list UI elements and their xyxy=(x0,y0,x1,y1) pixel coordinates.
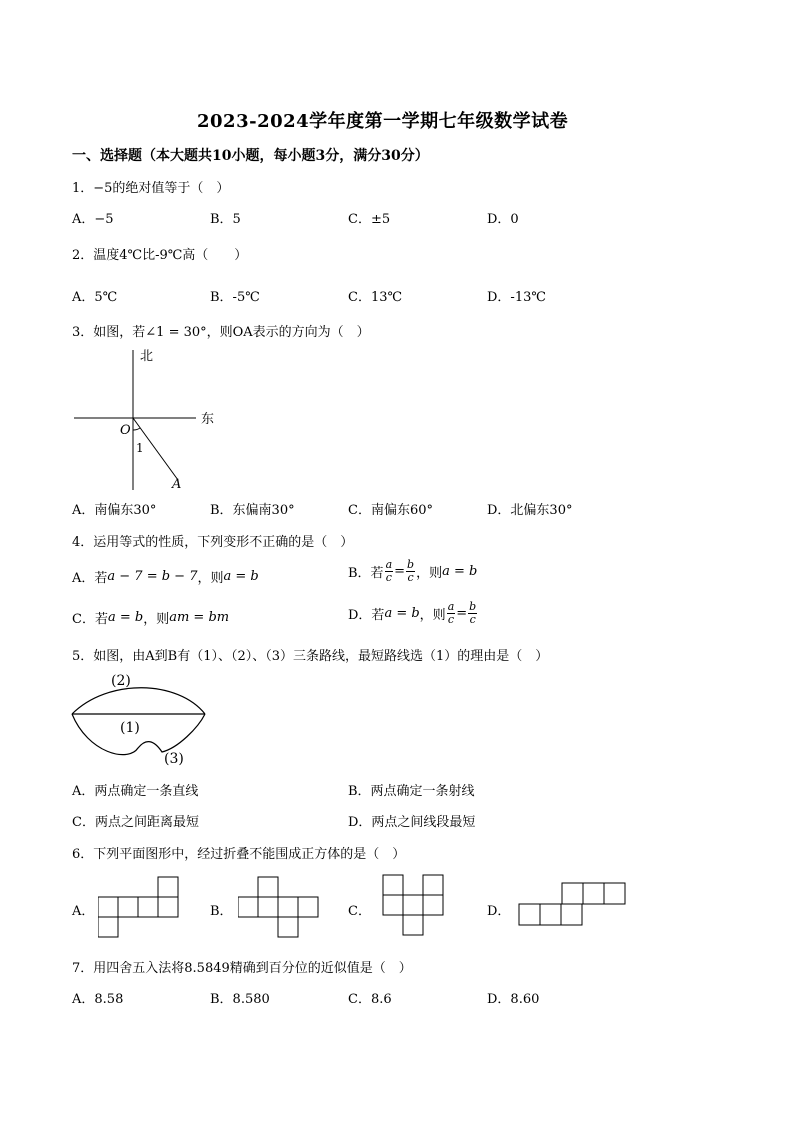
q2-option-c[interactable]: C．13℃ xyxy=(348,290,403,305)
net-d-figure xyxy=(518,882,628,928)
question-4-stem: 4．运用等式的性质，下列变形不正确的是（ ） xyxy=(72,535,354,550)
q6-option-b[interactable]: B． xyxy=(210,904,233,919)
q3-option-a[interactable]: A．南偏东30° xyxy=(72,503,157,518)
angle-arc xyxy=(133,428,140,430)
q5-option-c[interactable]: C．两点之间距离最短 xyxy=(72,815,199,830)
route-1-label: (1) xyxy=(120,720,140,736)
question-7-stem: 7．用四舍五入法将8.5849精确到百分位的近似值是（ ） xyxy=(72,961,412,976)
q4-option-a[interactable]: A．若 a − 7 = b − 7 ，则 a = b xyxy=(72,569,259,586)
net-b-figure xyxy=(238,876,322,940)
fraction-b-over-c: $\frac{b}{c}$ xyxy=(407,558,415,584)
q3-option-b[interactable]: B．东偏南30° xyxy=(210,503,295,518)
direction-figure xyxy=(70,344,230,494)
question-5-stem: 5．如图，由A到B有（1）、（2）、（3）三条路线，最短路线选（1）的理由是（ ） xyxy=(72,649,549,664)
q6-option-c[interactable]: C． xyxy=(348,904,371,919)
q4-option-c[interactable]: C．若 a = b ，则 am = bm xyxy=(72,610,230,627)
fraction-a-over-c: $\frac{a}{c}$ xyxy=(385,558,393,584)
q7-option-c[interactable]: C．8.6 xyxy=(348,992,392,1007)
q5-option-d[interactable]: D．两点之间线段最短 xyxy=(348,815,476,830)
q4-option-b[interactable]: B．若 $\frac{a}{c}$ = $\frac{b}{c}$ ，则 a = b xyxy=(348,558,478,584)
q3-option-d[interactable]: D．北偏东30° xyxy=(487,503,573,518)
fraction-a-over-c: $\frac{a}{c}$ xyxy=(447,600,455,626)
net-a-figure xyxy=(98,876,182,940)
q7-option-a[interactable]: A．8.58 xyxy=(72,992,124,1007)
route-2 xyxy=(72,688,205,714)
point-a-label: A xyxy=(172,477,182,492)
q1-option-a[interactable]: A．−5 xyxy=(72,212,114,227)
q1-option-c[interactable]: C．±5 xyxy=(348,212,391,227)
q1-option-b[interactable]: B．5 xyxy=(210,212,241,227)
q7-option-d[interactable]: D．8.60 xyxy=(487,992,540,1007)
page-title: 2023-2024学年度第一学期七年级数学试卷 xyxy=(197,111,569,132)
q6-option-d[interactable]: D． xyxy=(487,904,511,919)
routes-figure xyxy=(68,668,218,770)
origin-label: O xyxy=(120,423,131,438)
q1-option-d[interactable]: D．0 xyxy=(487,212,519,227)
angle-label: 1 xyxy=(136,441,144,455)
q2-option-a[interactable]: A．5℃ xyxy=(72,290,118,305)
net-c-figure xyxy=(382,874,446,942)
q2-option-b[interactable]: B．-5℃ xyxy=(210,290,260,305)
question-2-stem: 2．温度4℃比-9℃高（ ） xyxy=(72,248,248,263)
q3-option-c[interactable]: C．南偏东60° xyxy=(348,503,433,518)
east-label: 东 xyxy=(201,412,215,427)
route-2-label: (2) xyxy=(111,673,131,689)
north-label: 北 xyxy=(140,349,154,364)
section-heading: 一、选择题（本大题共10小题，每小题3分，满分30分） xyxy=(72,148,429,164)
fraction-b-over-c: $\frac{b}{c}$ xyxy=(469,600,477,626)
q5-option-b[interactable]: B．两点确定一条射线 xyxy=(348,784,475,799)
question-3-stem: 3．如图，若∠1 = 30°，则OA表示的方向为（ ） xyxy=(72,325,370,340)
q5-option-a[interactable]: A．两点确定一条直线 xyxy=(72,784,199,799)
q7-option-b[interactable]: B．8.580 xyxy=(210,992,270,1007)
question-6-stem: 6．下列平面图形中，经过折叠不能围成正方体的是（ ） xyxy=(72,847,406,862)
q6-option-a[interactable]: A． xyxy=(72,904,95,919)
question-1-stem: 1．−5的绝对值等于（ ） xyxy=(72,181,230,196)
q2-option-d[interactable]: D．-13℃ xyxy=(487,290,546,305)
route-3-label: (3) xyxy=(164,751,184,767)
q4-option-d[interactable]: D．若 a = b ，则 $\frac{a}{c}$ = $\frac{b}{c}$ xyxy=(348,600,477,626)
